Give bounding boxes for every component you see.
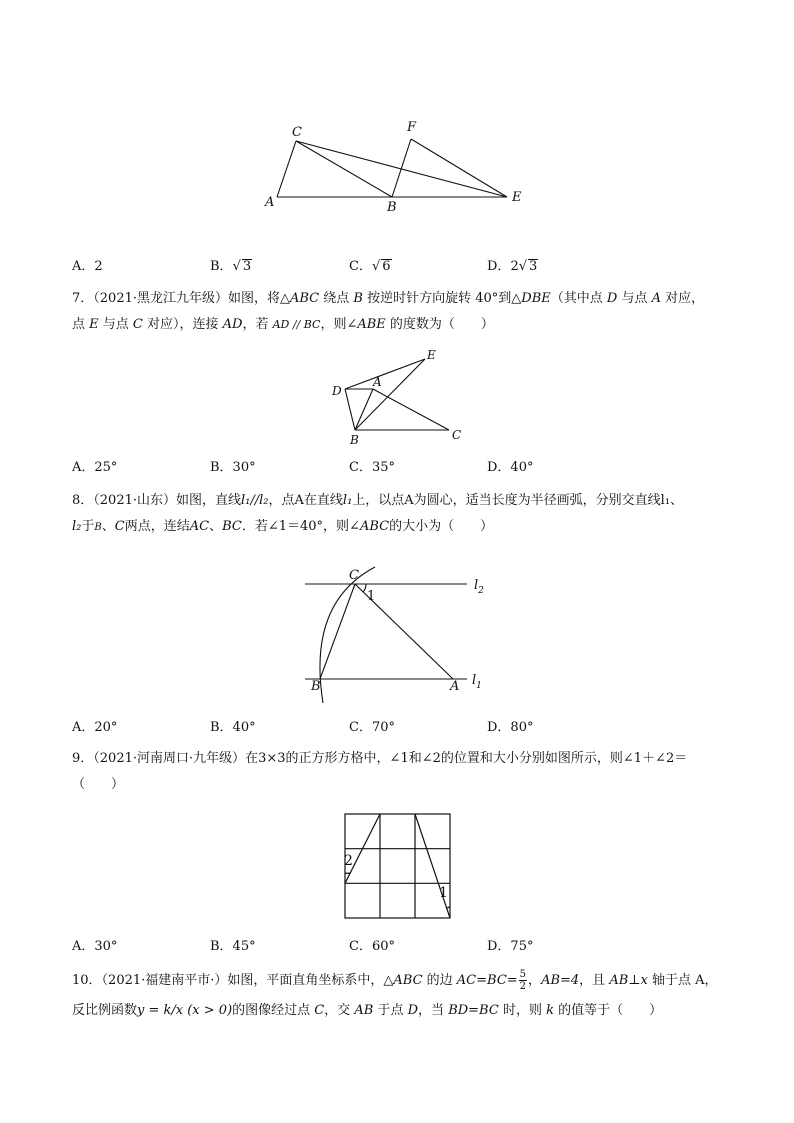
- label-c: C: [292, 125, 302, 140]
- q7-options: [72, 456, 732, 476]
- segment-de: [345, 359, 425, 389]
- option-b[interactable]: B．40°: [210, 720, 256, 735]
- label-b: B: [387, 200, 397, 215]
- segment-cb: [320, 584, 355, 679]
- q8-line-1: 8．（2021·山东）如图，直线l₁//l₂，点A在直线l₁上，以点A为圆心，适当长度为半径画弧，分别交直线l₁、: [72, 493, 684, 508]
- question-7: [72, 286, 732, 338]
- option-d[interactable]: D．2√ 3: [487, 259, 538, 274]
- q7-line-1: 7．（2021·黑龙江九年级）如图，将△ABC 绕点 B 按逆时针方向旋转 40°到△DBE（其中点 D 与点 A 对应，: [72, 291, 705, 306]
- fraction-5-2: $\frac{5}{2}$: [519, 969, 527, 992]
- q8-options: [72, 716, 732, 736]
- angle-1-ray: [415, 814, 450, 918]
- option-d[interactable]: D．75°: [487, 939, 534, 954]
- option-a[interactable]: A．20°: [72, 720, 118, 735]
- segment-bf: [392, 139, 411, 197]
- q7-figure: [325, 343, 475, 448]
- option-c[interactable]: C．70°: [349, 720, 395, 735]
- label-a: A: [265, 195, 275, 210]
- arc: [320, 567, 375, 703]
- q9-line-2: （ ）: [72, 777, 125, 792]
- question-8: [72, 488, 732, 541]
- q8-line-2: l₂于B、C两点，连结AC、BC．若∠1＝40°，则∠ABC的大小为（ ）: [72, 519, 494, 534]
- label-l2: $l_2$: [474, 578, 484, 596]
- label-d: D: [332, 384, 342, 398]
- option-a[interactable]: A．2: [72, 259, 103, 274]
- segment-ac: [277, 141, 296, 197]
- label-b: B: [350, 433, 359, 447]
- sqrt-sign: √: [371, 259, 381, 274]
- option-d[interactable]: D．40°: [487, 460, 534, 475]
- option-c[interactable]: C．√ 6: [349, 259, 391, 274]
- label-b: B: [311, 679, 321, 694]
- label-angle-1: 1: [367, 589, 376, 604]
- option-c[interactable]: C．35°: [349, 460, 395, 475]
- sqrt-sign: √: [232, 259, 241, 274]
- q7-line-2: 点 E 与点 C 对应），连接 AD，若 AD // BC，则∠ABE 的度数为（ ）: [72, 317, 494, 332]
- label-angle-1: 1: [439, 885, 448, 901]
- label-c: C: [349, 568, 359, 583]
- label-a: A: [450, 679, 460, 694]
- segment-ac: [373, 389, 449, 430]
- segment-fe: [411, 139, 507, 197]
- question-10: [72, 966, 732, 1026]
- option-b[interactable]: B．30°: [210, 460, 256, 475]
- q9-options: [72, 935, 732, 955]
- question-9: [72, 746, 732, 798]
- grid-outline: [345, 814, 450, 918]
- label-angle-2: 2: [344, 853, 353, 869]
- label-a: A: [373, 375, 382, 389]
- q6-options: [72, 255, 732, 275]
- option-b[interactable]: B．45°: [210, 939, 256, 954]
- option-c[interactable]: C．60°: [349, 939, 395, 954]
- option-d[interactable]: D．80°: [487, 720, 534, 735]
- label-f: F: [407, 120, 417, 135]
- label-l1: $l_1$: [472, 673, 482, 691]
- q9-line-1: 9．（2021·河南周口·九年级）在3×3的正方形方格中，∠1和∠2的位置和大小分别如图所示，则∠1＋∠2＝: [72, 751, 688, 766]
- option-a[interactable]: A．25°: [72, 460, 118, 475]
- angle-1-arc: [363, 584, 366, 592]
- label-e: E: [427, 348, 436, 362]
- segment-eb: [355, 359, 425, 430]
- q10-line-1: 10．（2021·福建南平市·）如图，平面直角坐标系中，△ABC 的边 AC=BC= $\frac{5}{2}$ ，AB=4，且 AB⊥x 轴于点 A，: [72, 969, 718, 992]
- q8-figure: [295, 563, 495, 713]
- option-b[interactable]: B．√ 3: [210, 259, 252, 274]
- label-c: C: [452, 428, 462, 442]
- option-a[interactable]: A．30°: [72, 939, 118, 954]
- q6-figure: [255, 115, 535, 215]
- segment-ab: [355, 389, 373, 430]
- label-e: E: [512, 190, 522, 205]
- q10-line-2: 反比例函数y = k/x (x > 0)的图像经过点 C，交 AB 于点 D，当 BD=BC 时，则 k 的值等于（ ）: [72, 1003, 663, 1018]
- segment-cb: [296, 141, 392, 197]
- q9-figure: [340, 810, 455, 922]
- segment-db: [345, 389, 355, 430]
- sqrt-sign: √: [518, 259, 528, 274]
